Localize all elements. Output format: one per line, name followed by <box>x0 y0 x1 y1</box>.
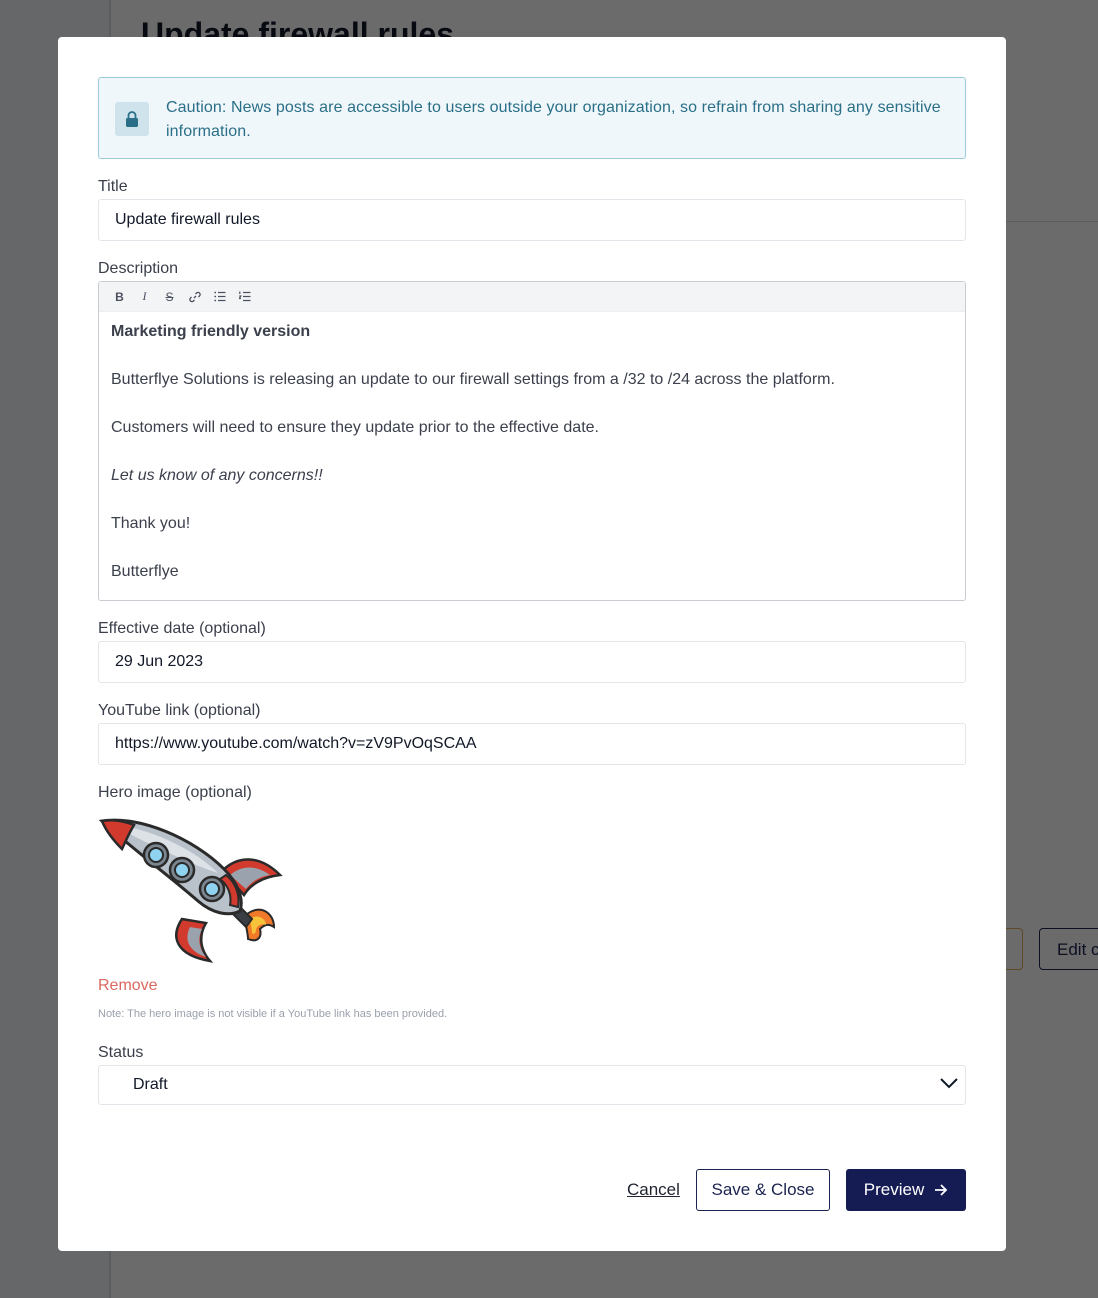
youtube-link-input[interactable]: https://www.youtube.com/watch?v=zV9PvOqSCAA <box>98 723 966 765</box>
description-editor[interactable] <box>98 281 966 601</box>
description-paragraph: Thank you! <box>111 515 191 532</box>
cancel-button[interactable]: Cancel <box>627 1180 680 1199</box>
lock-icon <box>115 102 149 136</box>
status-select[interactable] <box>98 1065 966 1105</box>
save-and-close-button[interactable]: Save & Close <box>696 1169 830 1211</box>
bold-button[interactable]: B <box>115 289 124 304</box>
edit-news-post-modal <box>58 37 1006 1251</box>
hero-image-rocket <box>98 815 286 965</box>
editor-toolbar <box>99 282 965 312</box>
effective-date-label: Effective date (optional) <box>98 620 266 637</box>
editor-content[interactable] <box>99 312 965 592</box>
link-icon[interactable] <box>182 286 207 308</box>
alert-message: Caution: News posts are accessible to users outside your organization, so refrain from sharing any sensitive information. <box>166 99 941 140</box>
hero-image-label: Hero image (optional) <box>98 784 252 801</box>
arrow-right-icon <box>934 1184 948 1196</box>
description-paragraph: Let us know of any concerns!! <box>111 467 323 484</box>
description-heading: Marketing friendly version <box>111 323 311 340</box>
bulleted-list-icon[interactable] <box>207 286 232 308</box>
chevron-down-icon <box>940 1077 958 1089</box>
strikethrough-button[interactable]: S <box>165 289 174 304</box>
effective-date-input[interactable]: 29 Jun 2023 <box>98 641 966 683</box>
title-input[interactable]: Update firewall rules <box>98 199 966 241</box>
caution-alert <box>98 77 966 159</box>
description-paragraph: Butterflye Solutions is releasing an update to our firewall settings from a /32 to /24 across the platform. <box>111 371 835 388</box>
hero-image-note: Note: The hero image is not visible if a YouTube link has been provided. <box>98 1008 448 1020</box>
description-paragraph: Customers will need to ensure they update prior to the effective date. <box>111 419 599 436</box>
remove-hero-image-link[interactable]: Remove <box>98 977 158 994</box>
status-selected-value: Draft <box>133 1076 168 1093</box>
title-label: Title <box>98 178 128 195</box>
preview-button-label: Preview <box>863 1180 925 1199</box>
description-label: Description <box>98 260 179 277</box>
youtube-link-label: YouTube link (optional) <box>98 702 261 719</box>
italic-button[interactable]: I <box>142 289 147 303</box>
description-paragraph: Butterflye <box>111 563 179 580</box>
status-label: Status <box>98 1044 144 1061</box>
numbered-list-icon[interactable] <box>232 286 257 308</box>
preview-button[interactable] <box>846 1169 966 1211</box>
